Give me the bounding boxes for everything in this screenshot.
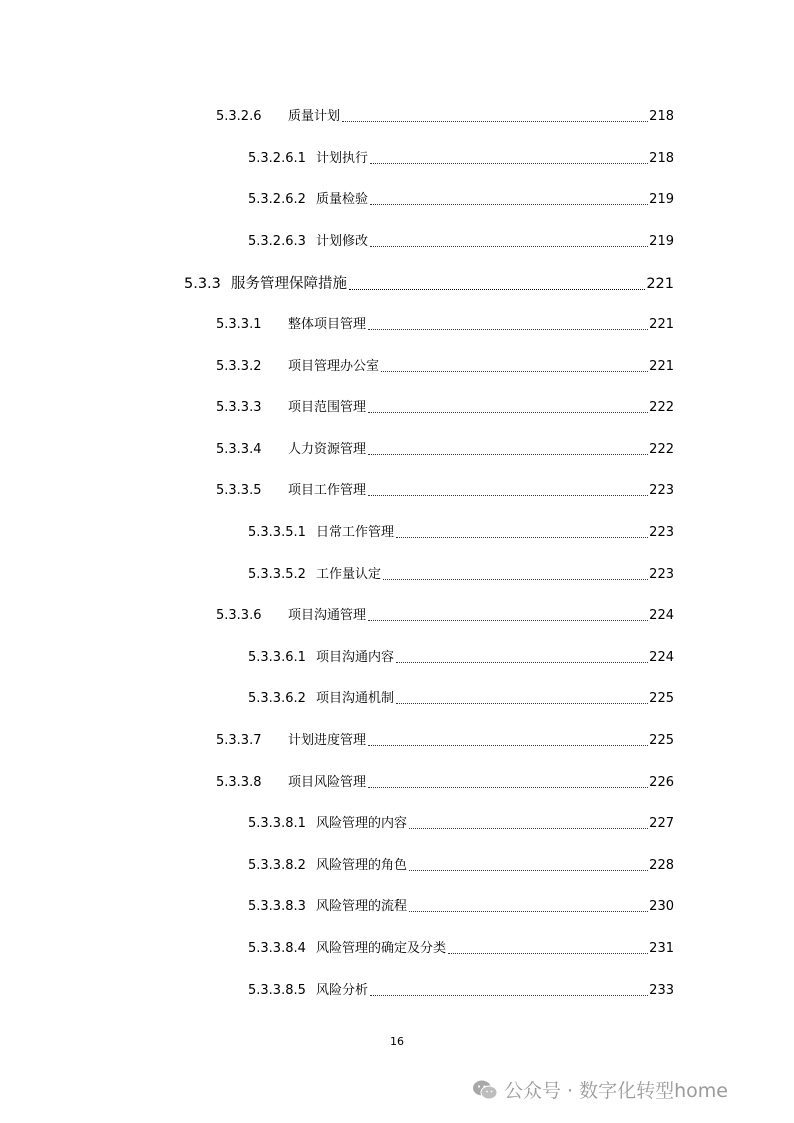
toc-number: 5.3.3.8 xyxy=(216,775,262,790)
dot-leader xyxy=(409,827,648,829)
toc-page: 225 xyxy=(649,733,674,748)
toc-number: 5.3.3.5.1 xyxy=(248,525,306,540)
toc-entry[interactable] xyxy=(248,567,674,583)
toc-title: 工作量认定 xyxy=(316,567,382,582)
toc-page: 224 xyxy=(649,650,674,665)
toc-number: 5.3.3.4 xyxy=(216,442,262,457)
toc-title: 风险分析 xyxy=(316,983,369,998)
toc-page: 230 xyxy=(649,899,674,914)
toc-entry[interactable] xyxy=(248,983,674,999)
toc-page: 219 xyxy=(649,192,674,207)
toc-entry[interactable] xyxy=(216,608,674,624)
dot-leader xyxy=(396,661,648,663)
toc-entry[interactable] xyxy=(216,483,674,499)
wechat-icon xyxy=(472,1079,498,1101)
toc-number: 5.3.3.5 xyxy=(216,483,262,498)
toc-entry[interactable] xyxy=(248,816,674,832)
toc-number: 5.3.3.7 xyxy=(216,733,262,748)
dot-leader xyxy=(370,994,648,996)
toc-number: 5.3.2.6.1 xyxy=(248,151,306,166)
toc-entry[interactable] xyxy=(248,234,674,250)
toc-entry[interactable] xyxy=(248,151,674,167)
toc-number: 5.3.3.6.1 xyxy=(248,650,306,665)
dot-leader xyxy=(368,744,648,746)
toc-title: 计划进度管理 xyxy=(288,733,367,748)
toc-number: 5.3.3.8.5 xyxy=(248,983,306,998)
dot-leader xyxy=(349,288,645,290)
dot-leader xyxy=(370,245,648,247)
toc-entry[interactable] xyxy=(216,442,674,458)
toc-page: 224 xyxy=(649,608,674,623)
toc-number: 5.3.3.6 xyxy=(216,608,262,623)
toc-entry[interactable] xyxy=(216,775,674,791)
toc-number: 5.3.2.6.2 xyxy=(248,192,306,207)
toc-number: 5.3.3.8.1 xyxy=(248,816,306,831)
dot-leader xyxy=(368,453,648,455)
toc-number: 5.3.3.8.4 xyxy=(248,941,306,956)
dot-leader xyxy=(370,162,648,164)
toc-page: 223 xyxy=(649,567,674,582)
toc-number: 5.3.3.3 xyxy=(216,400,262,415)
dot-leader xyxy=(368,494,648,496)
toc-title: 计划执行 xyxy=(316,151,369,166)
toc-title: 项目沟通内容 xyxy=(316,650,395,665)
toc-number: 5.3.3.6.2 xyxy=(248,691,306,706)
toc-page: 227 xyxy=(649,816,674,831)
toc-title: 项目管理办公室 xyxy=(288,359,380,374)
toc-number: 5.3.3.8.2 xyxy=(248,858,306,873)
toc-title: 项目范围管理 xyxy=(288,400,367,415)
toc-number: 5.3.3 xyxy=(184,276,221,292)
toc-title: 项目工作管理 xyxy=(288,483,367,498)
watermark-text: 公众号 · 数字化转型home xyxy=(504,1080,728,1102)
toc-title: 日常工作管理 xyxy=(316,525,395,540)
toc-entry[interactable] xyxy=(248,192,674,208)
toc-page: 221 xyxy=(649,317,674,332)
toc-title: 项目沟通管理 xyxy=(288,608,367,623)
toc-page: 231 xyxy=(649,941,674,956)
toc-title: 质量检验 xyxy=(316,192,369,207)
toc-entry[interactable] xyxy=(248,525,674,541)
toc-entry[interactable] xyxy=(216,359,674,375)
toc-number: 5.3.2.6 xyxy=(216,109,262,124)
toc-title: 服务管理保障措施 xyxy=(231,276,347,292)
toc-page: 222 xyxy=(649,400,674,415)
toc-page: 226 xyxy=(649,775,674,790)
toc-title: 风险管理的流程 xyxy=(316,899,408,914)
toc-entry[interactable] xyxy=(248,858,674,874)
toc-entry[interactable] xyxy=(184,275,674,293)
dot-leader xyxy=(342,120,648,122)
toc-title: 人力资源管理 xyxy=(288,442,367,457)
dot-leader xyxy=(448,952,648,954)
toc-number: 5.3.3.5.2 xyxy=(248,567,306,582)
toc-title: 质量计划 xyxy=(288,109,341,124)
dot-leader xyxy=(370,203,648,205)
toc-page: 219 xyxy=(649,234,674,249)
dot-leader xyxy=(396,702,648,704)
toc-entry[interactable] xyxy=(248,691,674,707)
toc-title: 风险管理的内容 xyxy=(316,816,408,831)
page-number: 16 xyxy=(390,1035,404,1048)
toc-number: 5.3.3.2 xyxy=(216,359,262,374)
dot-leader xyxy=(381,370,648,372)
toc-entry[interactable] xyxy=(216,400,674,416)
toc-title: 项目沟通机制 xyxy=(316,691,395,706)
watermark xyxy=(472,1076,728,1103)
toc-page: 225 xyxy=(649,691,674,706)
dot-leader xyxy=(409,910,648,912)
toc-number: 5.3.3.1 xyxy=(216,317,262,332)
toc-page: 233 xyxy=(649,983,674,998)
toc-page: 228 xyxy=(649,858,674,873)
toc-entry[interactable] xyxy=(248,650,674,666)
toc-title: 计划修改 xyxy=(316,234,369,249)
toc-entry[interactable] xyxy=(216,317,674,333)
dot-leader xyxy=(396,536,648,538)
toc-title: 项目风险管理 xyxy=(288,775,367,790)
dot-leader xyxy=(368,619,648,621)
toc-page: 221 xyxy=(649,359,674,374)
toc-title: 整体项目管理 xyxy=(288,317,367,332)
toc-page: 222 xyxy=(649,442,674,457)
dot-leader xyxy=(409,869,648,871)
toc-title: 风险管理的角色 xyxy=(316,858,408,873)
toc-page: 223 xyxy=(649,483,674,498)
toc-page: 221 xyxy=(646,276,674,292)
toc-entry[interactable] xyxy=(248,941,674,957)
dot-leader xyxy=(368,328,648,330)
toc-number: 5.3.3.8.3 xyxy=(248,899,306,914)
dot-leader xyxy=(368,411,648,413)
toc-number: 5.3.2.6.3 xyxy=(248,234,306,249)
toc-entry[interactable] xyxy=(216,733,674,749)
toc-page: 223 xyxy=(649,525,674,540)
toc-title: 风险管理的确定及分类 xyxy=(316,941,447,956)
dot-leader xyxy=(368,786,648,788)
toc-entry[interactable] xyxy=(248,899,674,915)
dot-leader xyxy=(383,578,648,580)
toc-page: 218 xyxy=(649,151,674,166)
toc-entry[interactable] xyxy=(216,109,674,125)
toc-page: 218 xyxy=(649,109,674,124)
